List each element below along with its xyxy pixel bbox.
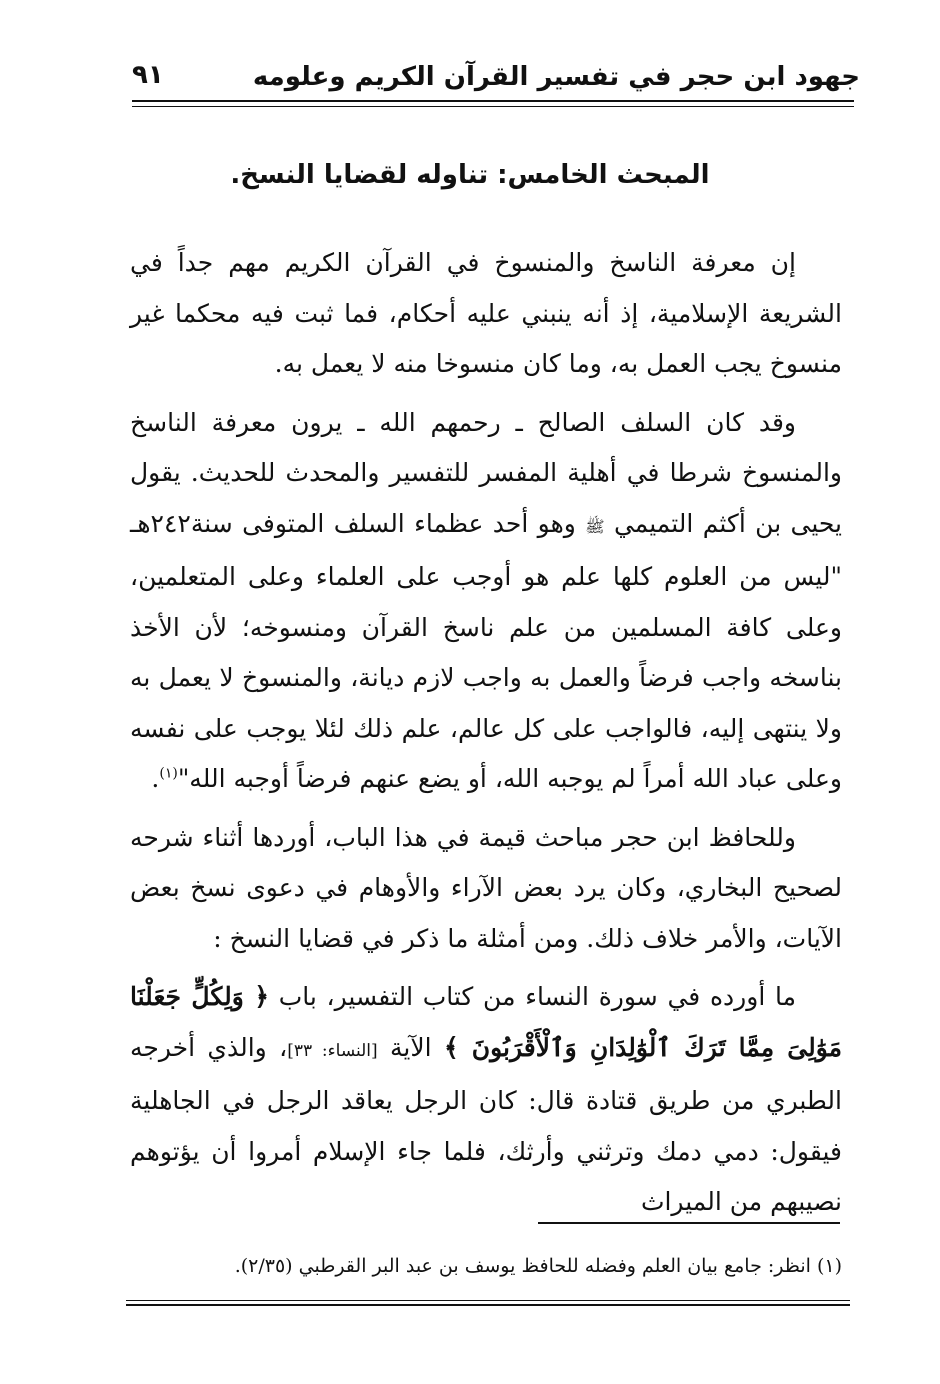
footer-rule-thin: [126, 1300, 850, 1301]
verse-label: الآية: [390, 1032, 432, 1062]
footnote-marker: (١): [159, 765, 178, 782]
paragraph-1: إن معرفة الناسخ والمنسوخ في القرآن الكريم مهم جداً في الشريعة الإسلامية، إذ أنه ينبني عليه أحكام، فما ثبت فيه محكما غير منسوخ يجب العمل به، وما كان منسوخا منه لا يعمل به.: [130, 248, 842, 378]
page-number: ٩١: [132, 60, 164, 90]
section-heading: المبحث الخامس: تناوله لقضايا النسخ.: [230, 160, 710, 190]
header-rule: [132, 100, 854, 102]
paragraph-3: وللحافظ ابن حجر مباحث قيمة في هذا الباب، أوردها أثناء شرحه لصحيح البخاري، وكان يرد بعض الآراء والأوهام في دعوى نسخ بعض الآيات، والأمر خلاف ذلك. ومن أمثلة ما ذكر في قضايا النسخ :: [130, 822, 842, 953]
quotation: وهو أحد عظماء السلف المتوفى سنة٢٤٢هـ "ليس من العلوم كلها علم هو أوجب على العلماء وعلى المتعلمين، وعلى كافة المسلمين من علم ناسخ القرآن ومنسوخه؛ لأن الأخذ بناسخه واجب فرضاً والعمل به واجب لازم ديانة، والمنسوخ لا يعمل به ولا ينتهى إليه، فالواجب على كل عالم، علم ذلك لئلا يوجب على نفسه وعلى عباد الله أمراً لم يوجبه الله، أو يضع عنهم فرضاً أوجبه الله": [130, 508, 842, 793]
paragraph-2-intro: وقد كان السلف الصالح ـ رحمهم الله ـ يرون معرفة الناسخ والمنسوخ شرطا في أهلية المفسر للتفسير والمحدث للحديث. يقول يحيى بن أكثم التميمي: [130, 407, 843, 538]
running-header: [120, 58, 860, 102]
footnote: (١) انظر: جامع بيان العلم وفضله للحافظ يوسف بن عبد البر القرطبي (٢/٣٥).: [234, 1255, 842, 1277]
paragraph-4-rest: ، والذي أخرجه الطبري من طريق قتادة قال: كان الرجل يعاقد الرجل في الجاهلية فيقول: دمي دمك وترثني وأرثك، فلما جاء الإسلام أمروا أن يؤتوهم نصيبهم من الميراث: [130, 1032, 842, 1216]
header-rule-thin: [132, 106, 854, 107]
footer-rule: [126, 1304, 850, 1306]
paragraph-2-end: .: [151, 764, 160, 793]
quran-verse: ﴿ وَلِكُلٍّ جَعَلْنَا مَوَٰلِىَ مِمَّا تَرَكَ ٱلْوَٰلِدَانِ وَٱلْأَقْرَبُونَ ﴾: [130, 982, 843, 1062]
footnote-separator: [538, 1222, 840, 1224]
honorific-glyph: ﷺ: [585, 516, 605, 536]
paragraph-4: [130, 972, 842, 1228]
paragraph-2: [130, 398, 842, 805]
paragraph-4-intro: ما أورده في سورة النساء من كتاب التفسير، باب: [278, 982, 797, 1011]
body-text: [130, 238, 842, 1236]
running-title: جهود ابن حجر في تفسير القرآن الكريم وعلومه: [252, 62, 860, 92]
verse-reference: [النساء: ٣٣]: [287, 1040, 378, 1061]
